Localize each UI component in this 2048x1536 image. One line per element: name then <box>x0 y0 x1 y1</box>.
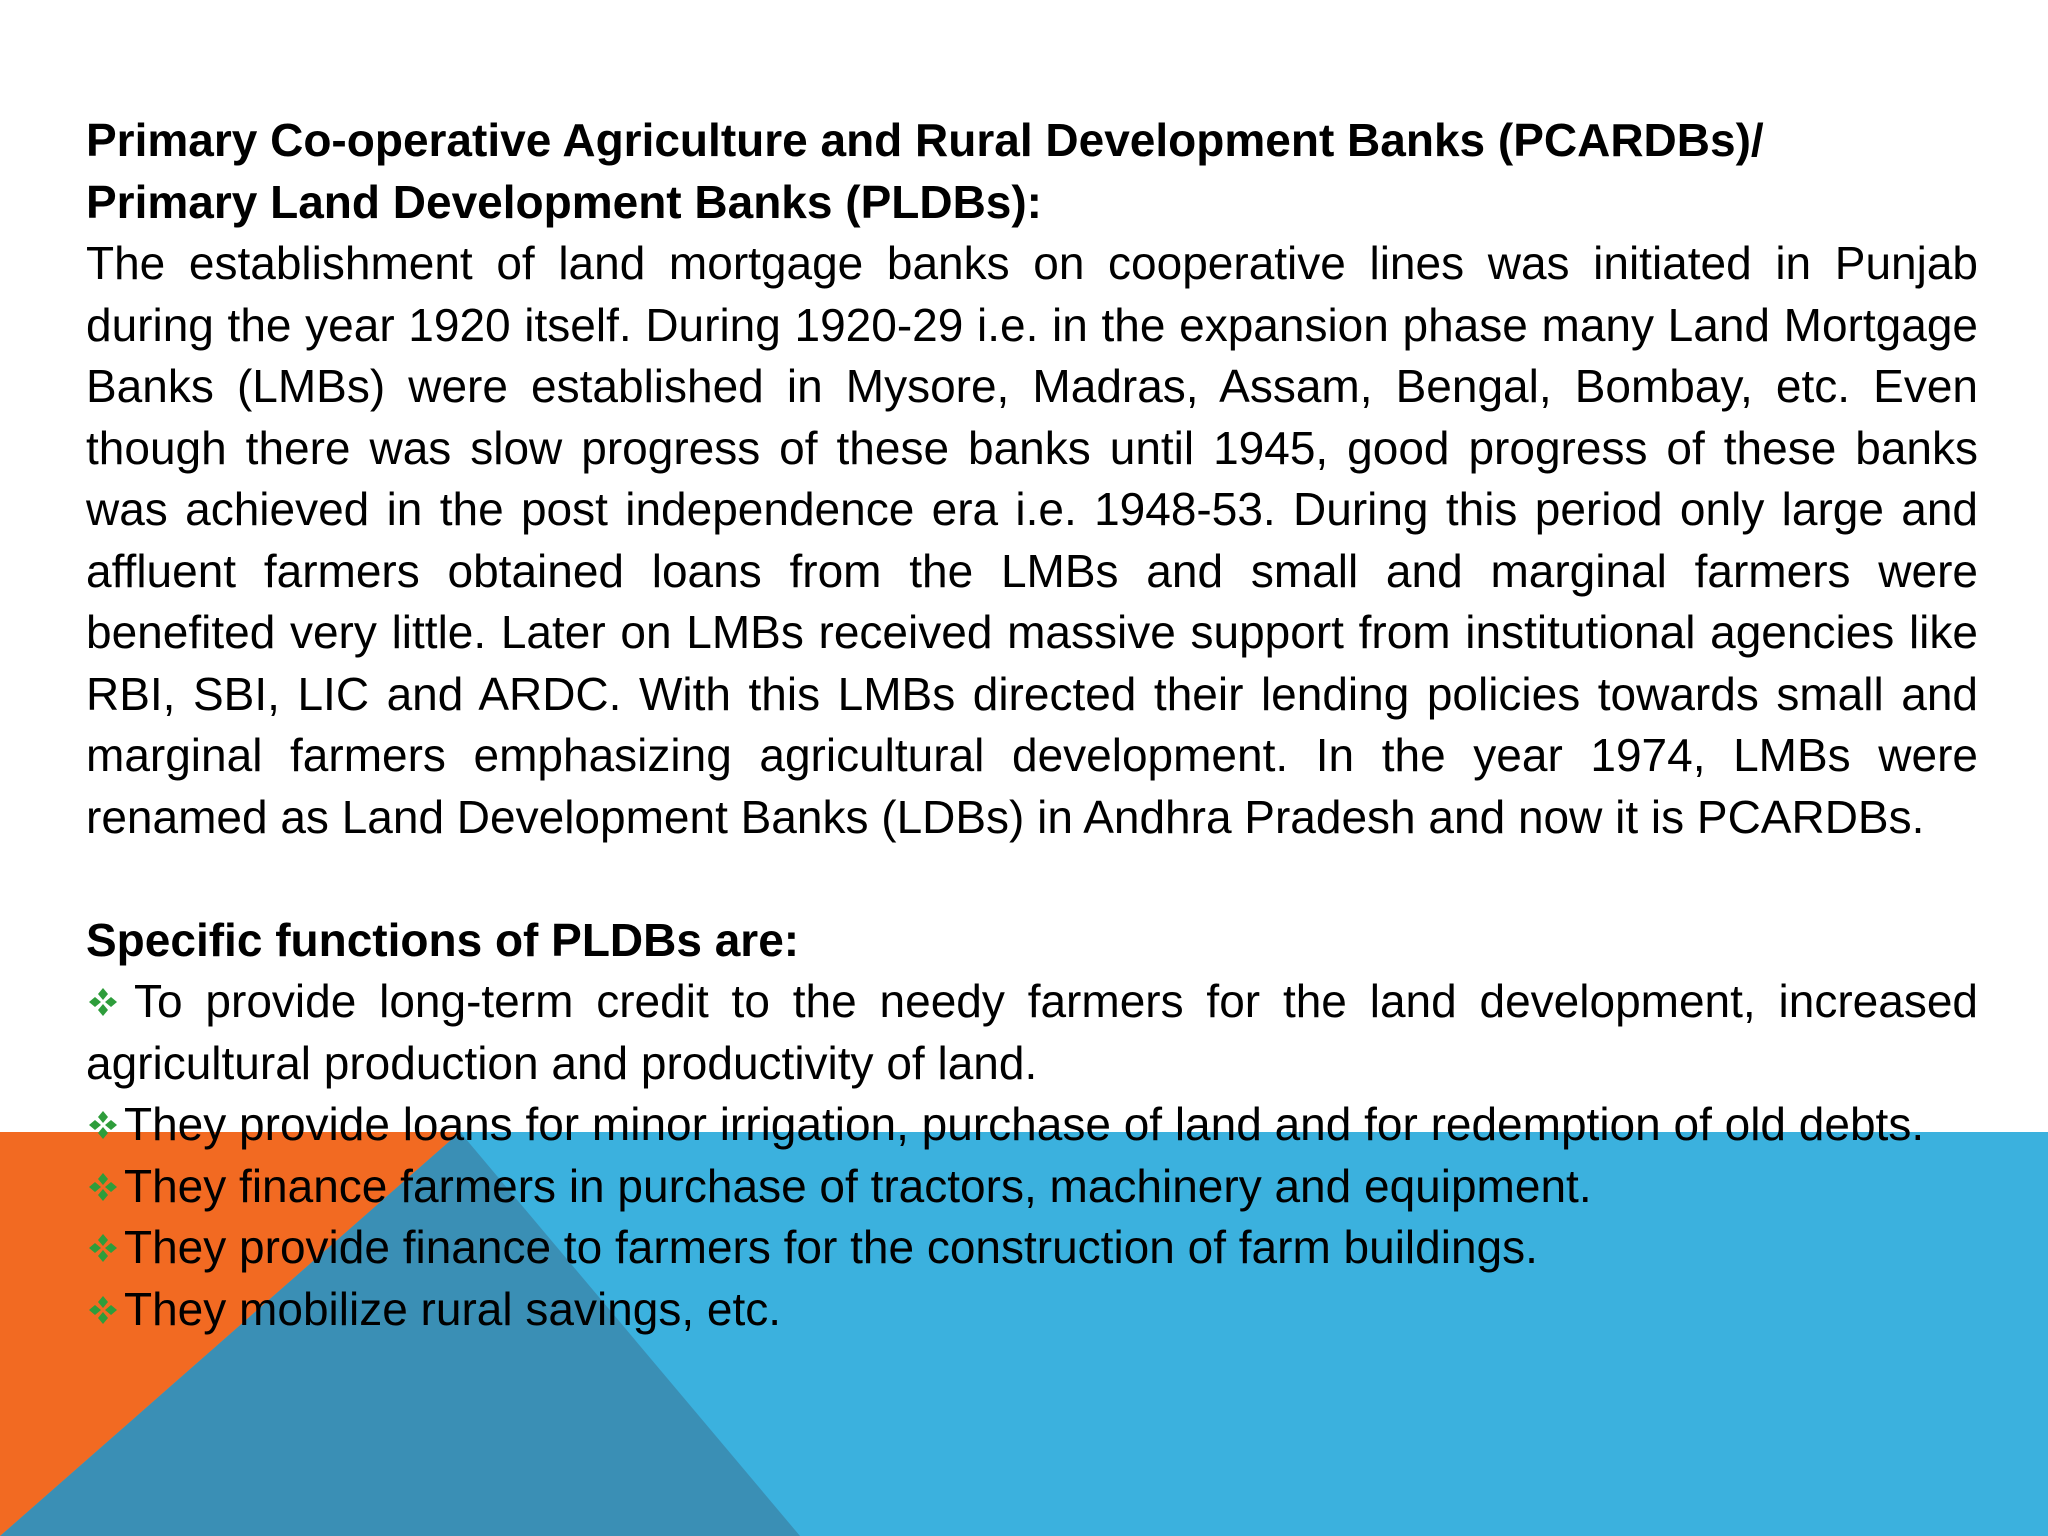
functions-heading: Specific functions of PLDBs are: <box>86 913 800 966</box>
spacer <box>86 848 1978 910</box>
bullet-text: They provide loans for minor irrigation, purchase of land and for redemption of old debts. <box>124 1098 1925 1150</box>
four-diamond-bullet-icon <box>86 985 120 1019</box>
bullet-text: They mobilize rural savings, etc. <box>124 1282 782 1335</box>
bullet-item <box>86 1094 1978 1156</box>
four-diamond-bullet-icon <box>86 1108 120 1142</box>
slide-content <box>86 110 1978 1340</box>
slide-title-line-1: Primary Co-operative Agriculture and Rural Development Banks (PCARDBs)/ <box>86 114 1764 166</box>
bullet-item <box>86 1279 1978 1341</box>
four-diamond-bullet-icon <box>86 1293 120 1327</box>
history-paragraph: The establishment of land mortgage banks on cooperative lines was initiated in Punjab during the year 1920 itself. During 1920-29 i.e. in the expansion phase many Land Mortgage Banks (LMBs) were established in Mysore, Madras, Assam, Bengal, Bombay, etc. Even though there was slow progress of these banks until 1945, good progress of these banks was achieved in the post independence era i.e. 1948-53. During this period only large and affluent farmers obtained loans from the LMBs and small and marginal farmers were benefited very little. Later on LMBs received massive support from institutional agencies like RBI, SBI, LIC and ARDC. With this LMBs directed their lending policies towards small and marginal farmers emphasizing agricultural development. In the year 1974, LMBs were renamed as Land Development Banks (LDBs) in Andhra Pradesh and now it is PCARDBs. <box>86 237 1978 843</box>
bullet-item <box>86 971 1978 1094</box>
bullet-text: To provide long-term credit to the needy farmers for the land development, increased agricultural production and productivity of land. <box>86 975 1978 1089</box>
bullet-text: They finance farmers in purchase of tractors, machinery and equipment. <box>124 1159 1592 1212</box>
four-diamond-bullet-icon <box>86 1170 120 1204</box>
bullet-text: They provide finance to farmers for the construction of farm buildings. <box>124 1221 1538 1273</box>
bullet-item <box>86 1156 1978 1218</box>
slide-title-line-2: Primary Land Development Banks (PLDBs): <box>86 175 1043 228</box>
bullet-item <box>86 1217 1978 1279</box>
four-diamond-bullet-icon <box>86 1231 120 1265</box>
